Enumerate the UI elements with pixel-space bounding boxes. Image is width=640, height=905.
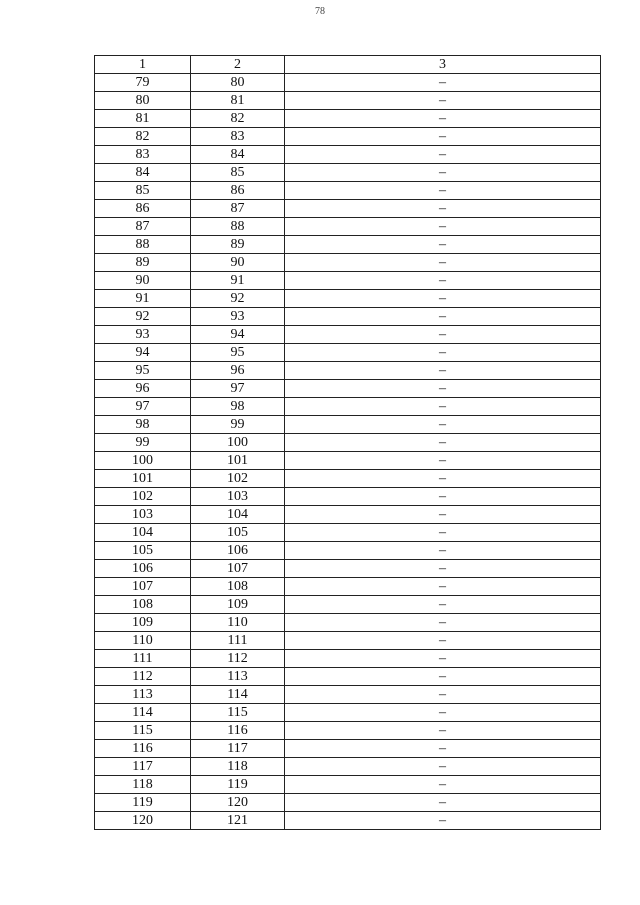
table-row bbox=[95, 164, 601, 182]
table-row bbox=[95, 92, 601, 110]
table-cell-col-2: 114 bbox=[191, 686, 285, 704]
table-cell-col-2: 112 bbox=[191, 650, 285, 668]
table-cell-col-1: 117 bbox=[95, 758, 191, 776]
table-cell-col-3: – bbox=[285, 218, 601, 236]
table-cell-col-3: – bbox=[285, 506, 601, 524]
table-row bbox=[95, 362, 601, 380]
table-row bbox=[95, 344, 601, 362]
table-cell-col-2: 81 bbox=[191, 92, 285, 110]
table-cell-col-1: 81 bbox=[95, 110, 191, 128]
table-cell-col-2: 109 bbox=[191, 596, 285, 614]
column-header-1: 1 bbox=[95, 56, 191, 74]
table-row bbox=[95, 290, 601, 308]
table-row bbox=[95, 704, 601, 722]
table-cell-col-1: 118 bbox=[95, 776, 191, 794]
table-cell-col-2: 92 bbox=[191, 290, 285, 308]
table-cell-col-2: 89 bbox=[191, 236, 285, 254]
table-cell-col-3: – bbox=[285, 182, 601, 200]
table-row bbox=[95, 380, 601, 398]
table-row bbox=[95, 722, 601, 740]
table-cell-col-1: 100 bbox=[95, 452, 191, 470]
table-cell-col-3: – bbox=[285, 92, 601, 110]
column-header-2: 2 bbox=[191, 56, 285, 74]
table-cell-col-1: 111 bbox=[95, 650, 191, 668]
table-cell-col-1: 115 bbox=[95, 722, 191, 740]
table-cell-col-3: – bbox=[285, 452, 601, 470]
table-cell-col-1: 83 bbox=[95, 146, 191, 164]
table-cell-col-1: 113 bbox=[95, 686, 191, 704]
table-row bbox=[95, 632, 601, 650]
table-cell-col-3: – bbox=[285, 200, 601, 218]
table-cell-col-2: 106 bbox=[191, 542, 285, 560]
table-cell-col-2: 83 bbox=[191, 128, 285, 146]
table-cell-col-3: – bbox=[285, 794, 601, 812]
table-cell-col-1: 102 bbox=[95, 488, 191, 506]
table-cell-col-1: 120 bbox=[95, 812, 191, 830]
table-cell-col-2: 90 bbox=[191, 254, 285, 272]
table-cell-col-3: – bbox=[285, 380, 601, 398]
table-cell-col-2: 103 bbox=[191, 488, 285, 506]
table-row bbox=[95, 182, 601, 200]
table-cell-col-1: 114 bbox=[95, 704, 191, 722]
table-cell-col-3: – bbox=[285, 326, 601, 344]
table-row bbox=[95, 74, 601, 92]
table-row bbox=[95, 128, 601, 146]
table-cell-col-3: – bbox=[285, 524, 601, 542]
table-row bbox=[95, 326, 601, 344]
table-cell-col-1: 106 bbox=[95, 560, 191, 578]
table-cell-col-3: – bbox=[285, 740, 601, 758]
table-row bbox=[95, 470, 601, 488]
table-cell-col-2: 104 bbox=[191, 506, 285, 524]
table-cell-col-2: 102 bbox=[191, 470, 285, 488]
table-cell-col-2: 98 bbox=[191, 398, 285, 416]
table-cell-col-3: – bbox=[285, 272, 601, 290]
table-cell-col-2: 115 bbox=[191, 704, 285, 722]
table-cell-col-1: 80 bbox=[95, 92, 191, 110]
table-cell-col-1: 112 bbox=[95, 668, 191, 686]
table-cell-col-1: 98 bbox=[95, 416, 191, 434]
table-cell-col-1: 109 bbox=[95, 614, 191, 632]
table-cell-col-2: 88 bbox=[191, 218, 285, 236]
table-cell-col-1: 104 bbox=[95, 524, 191, 542]
table-cell-col-1: 94 bbox=[95, 344, 191, 362]
table-row bbox=[95, 272, 601, 290]
table-cell-col-1: 101 bbox=[95, 470, 191, 488]
table-cell-col-3: – bbox=[285, 596, 601, 614]
table-row bbox=[95, 308, 601, 326]
table-cell-col-3: – bbox=[285, 560, 601, 578]
table-cell-col-2: 85 bbox=[191, 164, 285, 182]
column-header-3: 3 bbox=[285, 56, 601, 74]
table-row bbox=[95, 686, 601, 704]
table-cell-col-3: – bbox=[285, 542, 601, 560]
table-row bbox=[95, 488, 601, 506]
table-cell-col-2: 99 bbox=[191, 416, 285, 434]
table-row bbox=[95, 452, 601, 470]
table-cell-col-1: 110 bbox=[95, 632, 191, 650]
table-cell-col-3: – bbox=[285, 758, 601, 776]
table-cell-col-1: 116 bbox=[95, 740, 191, 758]
table-cell-col-3: – bbox=[285, 308, 601, 326]
table-cell-col-3: – bbox=[285, 254, 601, 272]
table-cell-col-2: 107 bbox=[191, 560, 285, 578]
table-cell-col-3: – bbox=[285, 650, 601, 668]
table-cell-col-2: 91 bbox=[191, 272, 285, 290]
table-row bbox=[95, 668, 601, 686]
table-row bbox=[95, 560, 601, 578]
table-cell-col-2: 110 bbox=[191, 614, 285, 632]
table-cell-col-2: 84 bbox=[191, 146, 285, 164]
table-cell-col-3: – bbox=[285, 722, 601, 740]
table-row bbox=[95, 110, 601, 128]
table-cell-col-3: – bbox=[285, 578, 601, 596]
table-cell-col-2: 105 bbox=[191, 524, 285, 542]
table-cell-col-1: 93 bbox=[95, 326, 191, 344]
table-cell-col-3: – bbox=[285, 434, 601, 452]
table-cell-col-3: – bbox=[285, 164, 601, 182]
table-cell-col-1: 95 bbox=[95, 362, 191, 380]
table-row bbox=[95, 398, 601, 416]
table-cell-col-3: – bbox=[285, 344, 601, 362]
table-cell-col-3: – bbox=[285, 362, 601, 380]
table-cell-col-1: 88 bbox=[95, 236, 191, 254]
table-row bbox=[95, 236, 601, 254]
table-cell-col-2: 100 bbox=[191, 434, 285, 452]
table-cell-col-2: 111 bbox=[191, 632, 285, 650]
table-row bbox=[95, 200, 601, 218]
table-cell-col-3: – bbox=[285, 128, 601, 146]
table-cell-col-1: 96 bbox=[95, 380, 191, 398]
table-cell-col-3: – bbox=[285, 146, 601, 164]
table-header-row bbox=[95, 56, 601, 74]
table-row bbox=[95, 614, 601, 632]
table-row bbox=[95, 434, 601, 452]
table-cell-col-1: 85 bbox=[95, 182, 191, 200]
table-cell-col-2: 95 bbox=[191, 344, 285, 362]
table-cell-col-1: 87 bbox=[95, 218, 191, 236]
table-row bbox=[95, 416, 601, 434]
table-cell-col-3: – bbox=[285, 398, 601, 416]
table-cell-col-1: 84 bbox=[95, 164, 191, 182]
table-cell-col-1: 108 bbox=[95, 596, 191, 614]
table-row bbox=[95, 812, 601, 830]
table-cell-col-2: 113 bbox=[191, 668, 285, 686]
table-cell-col-2: 116 bbox=[191, 722, 285, 740]
table-cell-col-1: 82 bbox=[95, 128, 191, 146]
table-cell-col-3: – bbox=[285, 686, 601, 704]
table-cell-col-2: 94 bbox=[191, 326, 285, 344]
table-row bbox=[95, 740, 601, 758]
table-cell-col-1: 86 bbox=[95, 200, 191, 218]
table-cell-col-1: 107 bbox=[95, 578, 191, 596]
table-cell-col-3: – bbox=[285, 74, 601, 92]
table-cell-col-3: – bbox=[285, 110, 601, 128]
table-row bbox=[95, 542, 601, 560]
table-row bbox=[95, 218, 601, 236]
table-row bbox=[95, 596, 601, 614]
table-row bbox=[95, 650, 601, 668]
table-cell-col-3: – bbox=[285, 776, 601, 794]
table-row bbox=[95, 758, 601, 776]
table-body bbox=[95, 74, 601, 830]
table-cell-col-2: 118 bbox=[191, 758, 285, 776]
table-cell-col-2: 80 bbox=[191, 74, 285, 92]
table-cell-col-3: – bbox=[285, 614, 601, 632]
table-cell-col-1: 92 bbox=[95, 308, 191, 326]
table-row bbox=[95, 146, 601, 164]
table-cell-col-3: – bbox=[285, 290, 601, 308]
table-cell-col-1: 90 bbox=[95, 272, 191, 290]
table-cell-col-1: 99 bbox=[95, 434, 191, 452]
table-row bbox=[95, 506, 601, 524]
table-cell-col-2: 120 bbox=[191, 794, 285, 812]
table-row bbox=[95, 776, 601, 794]
table-cell-col-3: – bbox=[285, 488, 601, 506]
table-cell-col-3: – bbox=[285, 632, 601, 650]
table-cell-col-2: 108 bbox=[191, 578, 285, 596]
table-cell-col-2: 93 bbox=[191, 308, 285, 326]
table-cell-col-3: – bbox=[285, 668, 601, 686]
table-cell-col-3: – bbox=[285, 704, 601, 722]
table-cell-col-3: – bbox=[285, 812, 601, 830]
table-cell-col-2: 87 bbox=[191, 200, 285, 218]
table-cell-col-1: 79 bbox=[95, 74, 191, 92]
table-cell-col-3: – bbox=[285, 416, 601, 434]
table-cell-col-2: 97 bbox=[191, 380, 285, 398]
table-cell-col-1: 105 bbox=[95, 542, 191, 560]
table-row bbox=[95, 794, 601, 812]
table-cell-col-2: 117 bbox=[191, 740, 285, 758]
table-row bbox=[95, 254, 601, 272]
page-number: 78 bbox=[315, 6, 325, 17]
table-cell-col-1: 89 bbox=[95, 254, 191, 272]
table-cell-col-3: – bbox=[285, 470, 601, 488]
table-cell-col-1: 103 bbox=[95, 506, 191, 524]
table-cell-col-2: 86 bbox=[191, 182, 285, 200]
table-cell-col-2: 101 bbox=[191, 452, 285, 470]
table-cell-col-1: 97 bbox=[95, 398, 191, 416]
data-table bbox=[94, 55, 601, 830]
table-cell-col-3: – bbox=[285, 236, 601, 254]
table-row bbox=[95, 578, 601, 596]
table-cell-col-2: 96 bbox=[191, 362, 285, 380]
table-cell-col-2: 121 bbox=[191, 812, 285, 830]
table-cell-col-1: 119 bbox=[95, 794, 191, 812]
table-cell-col-2: 82 bbox=[191, 110, 285, 128]
table-cell-col-2: 119 bbox=[191, 776, 285, 794]
table-cell-col-1: 91 bbox=[95, 290, 191, 308]
table-row bbox=[95, 524, 601, 542]
